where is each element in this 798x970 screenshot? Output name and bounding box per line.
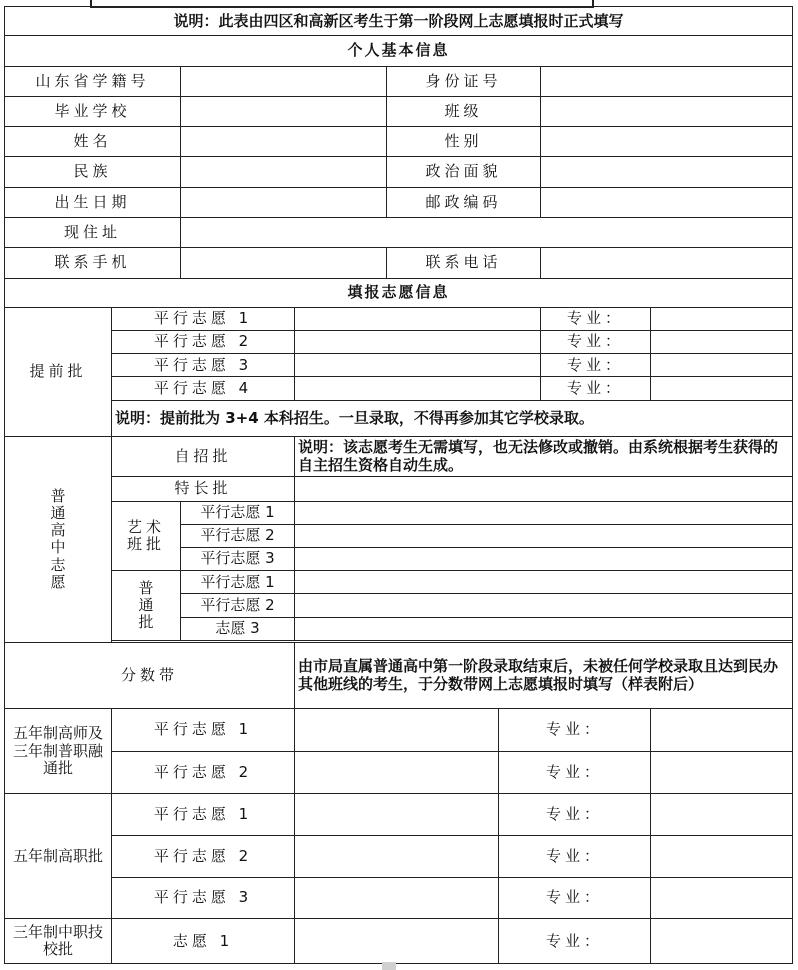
birthdate-field[interactable] [181,187,387,217]
postcode-label: 邮政编码 [387,187,541,217]
normal-label-char: 普 [138,578,154,597]
school-field[interactable] [181,96,387,126]
general-high-school-label [5,436,112,642]
art-choice-2-label: 平行志愿 2 [181,524,295,547]
normal-choice-2-label: 平行志愿 2 [181,594,295,617]
vocational-major-3-field[interactable] [651,877,793,918]
normal-batch-label [112,571,181,641]
early-major-3-label: 专业： [541,354,651,377]
general-label-char: 愿 [50,572,66,591]
five-year-teacher-label: 五年制高师及三年制普职融通批 [5,709,112,794]
ethnicity-label: 民族 [5,157,181,187]
general-label-char: 志 [50,555,66,574]
class-label: 班级 [387,96,541,126]
early-choice-1-field[interactable] [295,307,541,330]
student-id-label: 山东省学籍号 [5,66,181,96]
specialty-batch-field[interactable] [295,477,793,501]
early-choice-3-field[interactable] [295,354,541,377]
early-choice-3-label: 平行志愿 3 [112,354,295,377]
politics-label: 政治面貌 [387,157,541,187]
early-choice-2-field[interactable] [295,330,541,353]
normal-label-char: 通 [138,595,154,614]
general-label-char: 普 [50,486,66,505]
mobile-label: 联系手机 [5,248,181,278]
self-enroll-note: 说明：该志愿考生无需填写，也无法修改或撤销。由系统根据考生获得的自主招生资格自动生成。 [295,436,793,476]
class-field[interactable] [541,96,793,126]
art-batch-label [112,501,181,571]
tech-major-1-label: 专业： [499,919,651,964]
phone-field[interactable] [541,248,793,278]
vocational-choice-1-label: 平行志愿 1 [112,794,295,835]
vocational-major-2-field[interactable] [651,835,793,877]
art-label-line: 艺术 [126,517,165,536]
id-number-label: 身份证号 [387,66,541,96]
gender-field[interactable] [541,127,793,157]
vocational-choice-2-label: 平行志愿 2 [112,835,295,877]
vocational-major-2-label: 专业： [499,835,651,877]
address-field[interactable] [181,217,793,247]
vocational-major-1-field[interactable] [651,794,793,835]
self-enroll-label: 自招批 [112,436,295,476]
art-choice-3-label: 平行志愿 3 [181,547,295,570]
early-choice-2-label: 平行志愿 2 [112,330,295,353]
early-major-4-field[interactable] [651,377,793,400]
teacher-choice-2-field[interactable] [295,751,499,793]
birthdate-label: 出生日期 [5,187,181,217]
general-label-char: 通 [50,503,66,522]
volunteer-info-header: 填报志愿信息 [5,278,793,307]
student-id-field[interactable] [181,66,387,96]
early-batch-note: 说明：提前批为 3+4 本科招生。一旦录取，不得再参加其它学校录取。 [112,400,793,436]
early-major-1-field[interactable] [651,307,793,330]
score-band-note: 由市局直属普通高中第一阶段录取结束后，未被任何学校录取且达到民办其他班线的考生，于分数带网上志愿填报时填写（样表附后） [295,642,793,709]
teacher-choice-2-label: 平行志愿 2 [112,751,295,793]
art-choice-1-field[interactable] [295,501,793,524]
normal-choice-3-field[interactable] [295,617,793,640]
teacher-major-1-label: 专业： [499,709,651,751]
normal-choice-2-field[interactable] [295,594,793,617]
general-label-char: 中 [50,538,66,557]
three-year-tech-label: 三年制中职技校批 [5,919,112,964]
normal-label-char: 批 [138,613,154,632]
normal-choice-1-field[interactable] [295,571,793,594]
gender-label: 性别 [387,127,541,157]
teacher-major-2-field[interactable] [651,751,793,793]
notice-text: 说明：此表由四区和高新区考生于第一阶段网上志愿填报时正式填写 [5,7,793,36]
tech-choice-1-label: 志愿 1 [112,919,295,964]
early-major-2-label: 专业： [541,330,651,353]
specialty-batch-label: 特长批 [112,477,295,501]
address-label: 现住址 [5,217,181,247]
teacher-choice-1-field[interactable] [295,709,499,751]
normal-choice-3-label: 志愿 3 [181,617,295,640]
early-batch-label: 提前批 [5,307,112,436]
personal-info-header: 个人基本信息 [5,36,793,66]
teacher-major-2-label: 专业： [499,751,651,793]
score-band-label: 分数带 [5,642,295,709]
postcode-field[interactable] [541,187,793,217]
scroll-shadow-mark [382,962,396,970]
vocational-choice-3-field[interactable] [295,877,499,918]
normal-choice-1-label: 平行志愿 1 [181,571,295,594]
early-choice-1-label: 平行志愿 1 [112,307,295,330]
vocational-choice-1-field[interactable] [295,794,499,835]
vocational-major-1-label: 专业： [499,794,651,835]
vocational-major-3-label: 专业： [499,877,651,918]
teacher-choice-1-label: 平行志愿 1 [112,709,295,751]
general-label-char: 高 [50,521,66,540]
school-label: 毕业学校 [5,96,181,126]
art-choice-3-field[interactable] [295,547,793,570]
early-major-3-field[interactable] [651,354,793,377]
early-major-2-field[interactable] [651,330,793,353]
application-form-table [4,6,793,964]
teacher-major-1-field[interactable] [651,709,793,751]
art-label-line: 班批 [126,534,165,553]
vocational-choice-2-field[interactable] [295,835,499,877]
early-choice-4-label: 平行志愿 4 [112,377,295,400]
five-year-vocational-label: 五年制高职批 [5,794,112,919]
name-field[interactable] [181,127,387,157]
politics-field[interactable] [541,157,793,187]
early-choice-4-field[interactable] [295,377,541,400]
tech-choice-1-field[interactable] [295,919,499,964]
tech-major-1-field[interactable] [651,919,793,964]
vocational-choice-3-label: 平行志愿 3 [112,877,295,918]
id-number-field[interactable] [541,66,793,96]
early-major-4-label: 专业： [541,377,651,400]
name-label: 姓名 [5,127,181,157]
phone-label: 联系电话 [387,248,541,278]
art-choice-1-label: 平行志愿 1 [181,501,295,524]
art-choice-2-field[interactable] [295,524,793,547]
early-major-1-label: 专业： [541,307,651,330]
ethnicity-field[interactable] [181,157,387,187]
mobile-field[interactable] [181,248,387,278]
